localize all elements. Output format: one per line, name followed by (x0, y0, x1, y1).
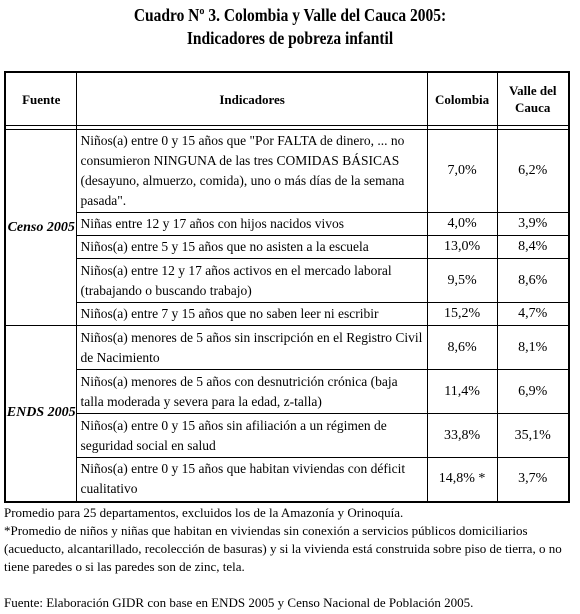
indicator-cell: Niños(a) entre 0 y 15 años sin afiliación a un régimen de seguridad social en salud (77, 414, 427, 458)
colombia-value: 11,4% (427, 370, 497, 414)
table-row (5, 458, 569, 502)
footnote-source: Fuente: Elaboración GIDR con base en ENDS 2005 y Censo Nacional de Población 2005. (4, 595, 474, 610)
footnote-average: Promedio para 25 departamentos, excluidos los de la Amazonía y Orinoquía. (4, 505, 404, 520)
indicator-cell: Niños(a) entre 12 y 17 años activos en el mercado laboral (trabajando o buscando trabajo) (77, 259, 427, 303)
colombia-value: 8,6% (427, 326, 497, 370)
colombia-value: 7,0% (427, 130, 497, 213)
table-row (5, 303, 569, 326)
header-indicadores: Indicadores (77, 72, 427, 126)
valle-value: 4,7% (497, 303, 569, 326)
source-cell-censo: Censo 2005 (5, 130, 77, 326)
indicator-cell: Niños(a) menores de 5 años con desnutrición crónica (baja talla moderada y severa para la edad, z-talla) (77, 370, 427, 414)
valle-value: 3,7% (497, 458, 569, 502)
valle-value: 8,1% (497, 326, 569, 370)
table-row (5, 213, 569, 236)
table-title: Cuadro Nº 3. Colombia y Valle del Cauca 2005: (133, 5, 447, 25)
valle-value: 6,9% (497, 370, 569, 414)
source-cell-ends: ENDS 2005 (5, 326, 77, 502)
valle-value: 3,9% (497, 213, 569, 236)
colombia-value: 4,0% (427, 213, 497, 236)
colombia-value: 15,2% (427, 303, 497, 326)
colombia-value: 14,8% * (427, 458, 497, 502)
indicator-cell: Niños(a) entre 0 y 15 años que habitan viviendas con déficit cualitativo (77, 458, 427, 502)
indicator-cell: Niños(a) entre 0 y 15 años que "Por FALTA de dinero, ... no consumieron NINGUNA de las tres COMIDAS BÁSICAS (desayuno, almuerzo, comida), uno o más días de la semana pasada". (77, 130, 427, 213)
table-row (5, 414, 569, 458)
table-row (5, 236, 569, 259)
table-row (5, 326, 569, 370)
colombia-value: 13,0% (427, 236, 497, 259)
colombia-value: 33,8% (427, 414, 497, 458)
poverty-indicators-table (4, 71, 570, 503)
indicator-cell: Niñas entre 12 y 17 años con hijos nacidos vivos (77, 213, 427, 236)
footnote-asterisk: *Promedio de niños y niñas que habitan en viviendas sin conexión a servicios públicos domiciliarios (acueducto, alcantarillado, recolección de basuras) y si la vivienda está construida sobre piso de tierra, o no tiene paredes o si las paredes son de zinc, tela. (4, 523, 562, 574)
indicator-cell: Niños(a) menores de 5 años sin inscripción en el Registro Civil de Nacimiento (77, 326, 427, 370)
table-subtitle: Indicadores de pobreza infantil (186, 28, 394, 48)
valle-value: 8,4% (497, 236, 569, 259)
table-row (5, 130, 569, 213)
valle-value: 6,2% (497, 130, 569, 213)
valle-value: 35,1% (497, 414, 569, 458)
header-fuente: Fuente (5, 72, 77, 126)
colombia-value: 9,5% (427, 259, 497, 303)
header-valle-del-cauca: Valle del Cauca (497, 72, 569, 126)
table-row (5, 259, 569, 303)
valle-value: 8,6% (497, 259, 569, 303)
table-row (5, 370, 569, 414)
indicator-cell: Niños(a) entre 7 y 15 años que no saben leer ni escribir (77, 303, 427, 326)
header-colombia: Colombia (427, 72, 497, 126)
indicator-cell: Niños(a) entre 5 y 15 años que no asisten a la escuela (77, 236, 427, 259)
